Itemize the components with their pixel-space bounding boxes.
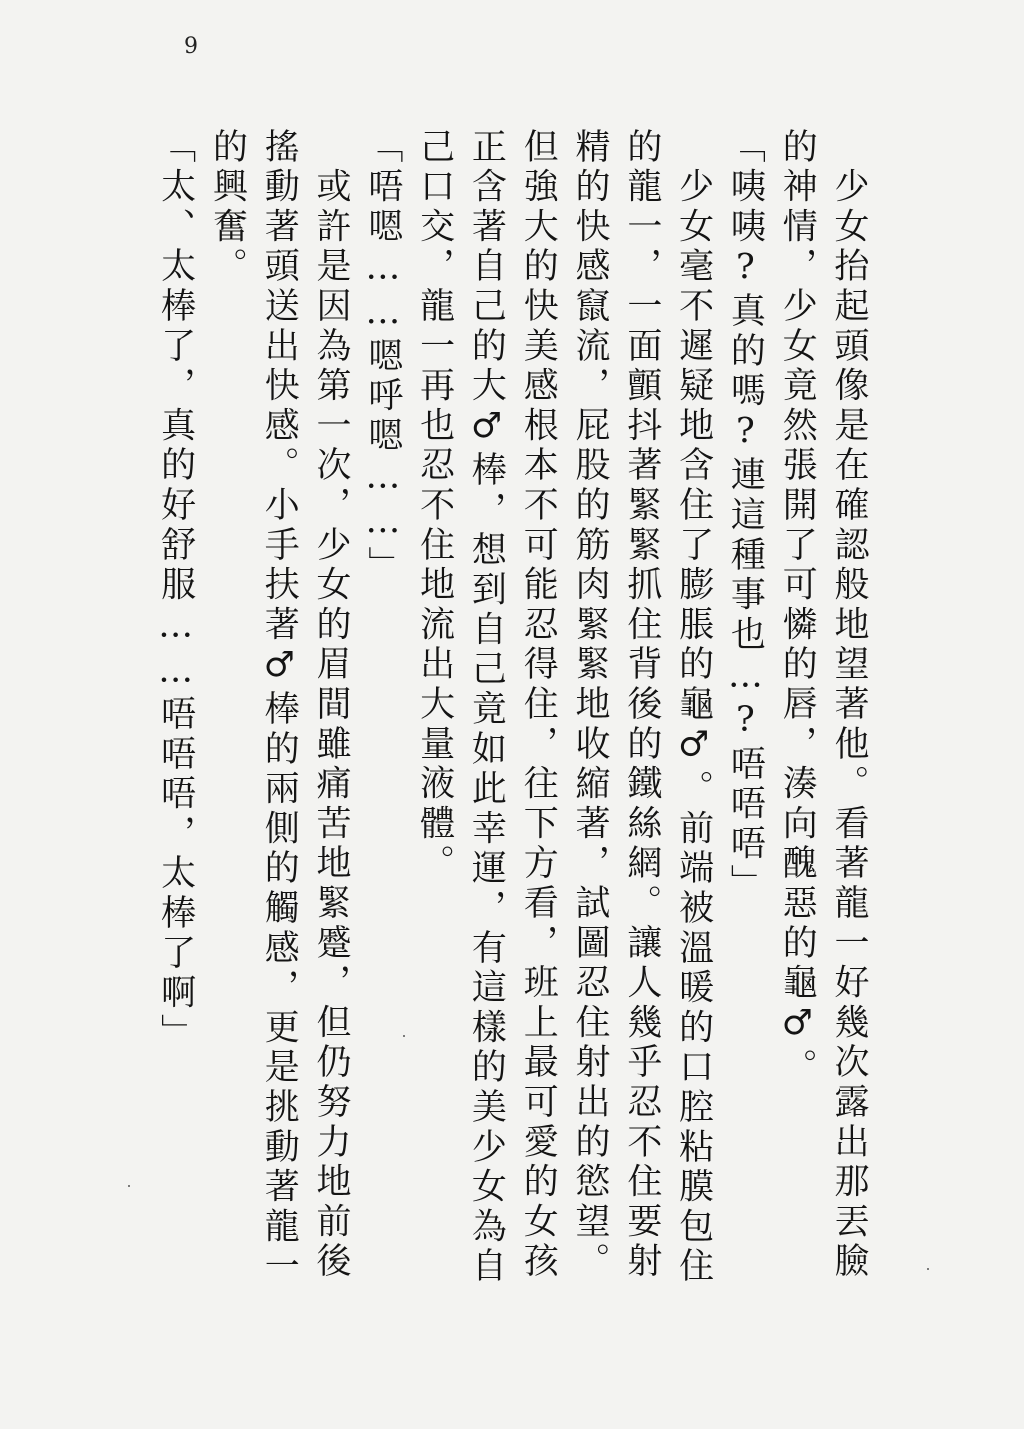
vertical-text-body — [144, 128, 874, 1288]
text-column: 的龍一，一面顫抖著緊緊抓住背後的鐵絲網。讓人幾乎忍不住要射 — [621, 128, 662, 1283]
text-column: 「咦咦?真的嗎?連這種事也…?唔唔唔」 — [725, 128, 766, 905]
text-column: 但強大的快美感根本不可能忍得住，往下方看，班上最可愛的女孩 — [518, 128, 559, 1283]
text-column: 「太、太棒了，真的好舒服……唔唔唔，太棒了啊」 — [155, 128, 196, 1054]
text-column: 精的快感竄流，屁股的筋肉緊緊地收縮著，試圖忍住射出的慾望。 — [570, 128, 611, 1283]
scan-speck — [128, 1185, 130, 1187]
text-column: 「唔嗯……嗯呼嗯……」 — [362, 128, 403, 586]
text-column: 搖動著頭送出快感。小手扶著♂棒的兩側的觸感，更是挑動著龍一 — [259, 128, 300, 1288]
text-column: 正含著自己的大♂棒，想到自己竟如此幸運，有這樣的美少女為自 — [466, 128, 507, 1288]
text-column: 少女毫不遲疑地含住了膨脹的龜♂。前端被溫暖的口腔粘膜包住 — [673, 128, 714, 1288]
text-column: 或許是因為第一次，少女的眉間雖痛苦地緊蹙，但仍努力地前後 — [311, 128, 352, 1283]
text-column: 的興奮。 — [207, 128, 248, 288]
text-column: 己口交，龍一再也忍不住地流出大量液體。 — [414, 128, 455, 885]
page-number: 9 — [184, 34, 198, 59]
text-column: 少女抬起頭像是在確認般地望著他。看著龍一好幾次露出那丟臉 — [829, 128, 869, 1283]
text-column: 的神情，少女竟然張開了可憐的唇，湊向醜惡的龜♂。 — [777, 128, 818, 1089]
scan-speck — [927, 1268, 929, 1270]
scan-speck — [403, 1035, 405, 1037]
